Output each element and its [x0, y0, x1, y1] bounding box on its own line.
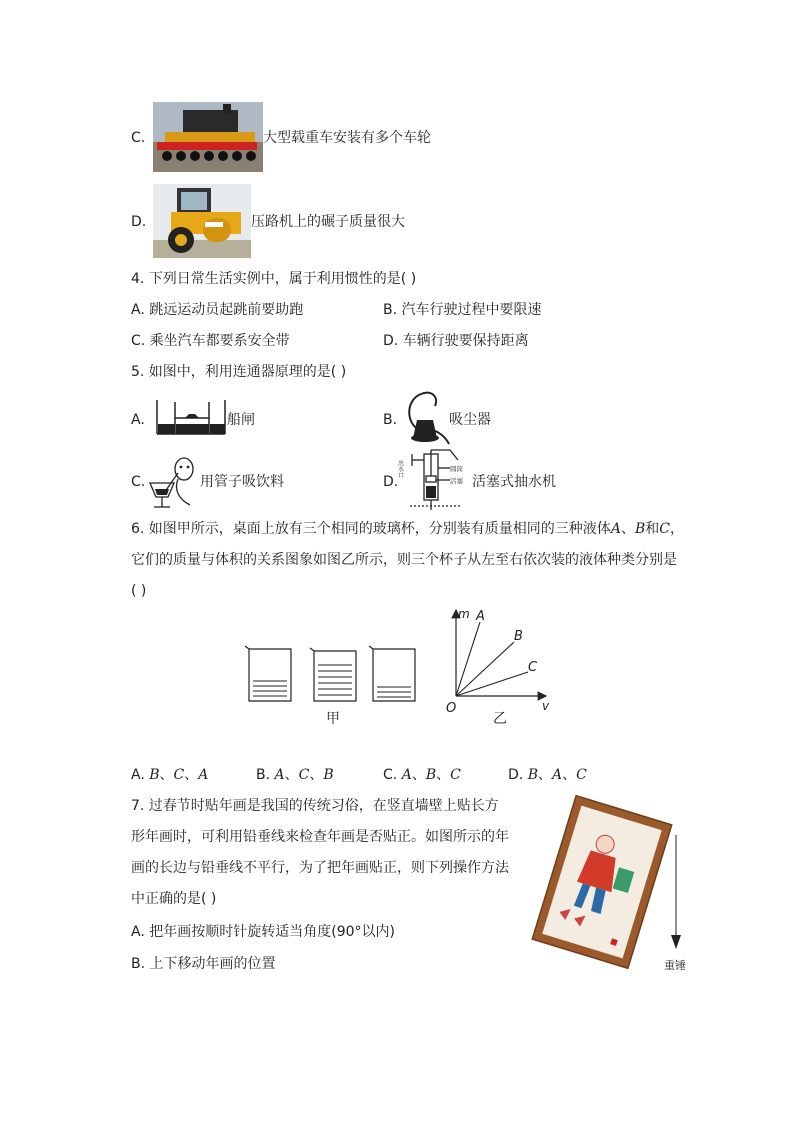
- liquid-a: A: [610, 521, 621, 537]
- plumb-weight-label: 重锤: [664, 959, 686, 972]
- q5-option-d-text: 活塞式抽水机: [472, 474, 556, 490]
- q3-option-d-letter: D.: [131, 214, 147, 230]
- line-c-label: C: [528, 660, 538, 675]
- and-word: 和: [645, 521, 660, 537]
- fig-jia-label: 甲: [326, 711, 340, 727]
- q5-stem: 5. 如图中，利用连通器原理的是( ): [131, 364, 347, 380]
- q3-option-c-letter: C.: [131, 130, 146, 146]
- q6-stem-line2: 它们的质量与体积的关系图象如图乙所示，则三个杯子从左至右依次装的液体种类分别是: [131, 552, 677, 568]
- q5-option-d-letter: D.: [383, 474, 399, 490]
- q4-option-b: B. 汽车行驶过程中要限速: [383, 302, 542, 318]
- q7-option-b: B. 上下移动年画的位置: [131, 956, 276, 972]
- three-glasses-figure: [245, 645, 420, 705]
- q6-option-d: D. B、A、C: [508, 767, 587, 783]
- q5-option-a-letter: A.: [131, 412, 145, 428]
- mass-volume-graph: [440, 602, 560, 717]
- vacuum-cleaner-figure: [403, 390, 453, 446]
- q4-option-d: D. 车辆行驶要保持距离: [383, 333, 529, 349]
- fig-yi-label: 乙: [493, 711, 507, 727]
- q6-option-c: C. A、B、C: [383, 767, 461, 783]
- q5-option-c-text: 用管子吸饮料: [200, 474, 284, 490]
- q7-stem-line3: 画的长边与铅垂线不平行，为了把年画贴正，则下列操作方法: [131, 860, 509, 876]
- q4-stem: 4. 下列日常生活实例中，属于利用惯性的是( ): [131, 271, 417, 287]
- origin-label: O: [446, 701, 457, 716]
- q7-stem-line2: 形年画时，可利用铅垂线来检查年画是否贴正。如图所示的年: [131, 829, 509, 845]
- x-axis-label: v: [542, 699, 550, 713]
- q6-option-b: B. A、C、B: [256, 767, 334, 783]
- heavy-truck-photo: [153, 102, 263, 172]
- pump-outlet-label: 出水口: [396, 460, 404, 478]
- liquid-c: C: [659, 521, 670, 537]
- q4-option-c: C. 乘坐汽车都要系安全带: [131, 333, 290, 349]
- q6-stem-text: 6. 如图甲所示，桌面上放有三个相同的玻璃杯，分别装有质量相同的三种液体: [131, 521, 611, 537]
- q4-option-a: A. 跳远运动员起跳前要助跑: [131, 302, 304, 318]
- q5-option-b-text: 吸尘器: [449, 412, 491, 428]
- road-roller-photo: [153, 184, 251, 258]
- q5-option-c-letter: C.: [131, 474, 146, 490]
- q7-stem-line1: 7. 过春节时贴年画是我国的传统习俗，在竖直墙壁上贴长方: [131, 798, 499, 814]
- new-year-picture-figure: [530, 797, 700, 977]
- q3-option-d-text: 压路机上的碾子质量很大: [251, 214, 405, 230]
- line-a-label: A: [476, 609, 485, 624]
- q5-option-a-text: 船闸: [227, 412, 255, 428]
- q3-option-c-text: 大型载重车安装有多个车轮: [263, 130, 431, 146]
- comma: ，: [669, 521, 684, 537]
- q7-option-a: A. 把年画按顺时针旋转适当角度(90°以内): [131, 924, 395, 940]
- drinking-straw-figure: [148, 455, 200, 511]
- q6-stem-line1: [131, 522, 684, 536]
- pump-piston-label: 活塞: [450, 477, 463, 485]
- line-b-label: B: [514, 629, 523, 644]
- separator: 、: [620, 521, 635, 537]
- q7-stem-line4: 中正确的是( ): [131, 891, 217, 907]
- plumb-weight: [671, 935, 681, 949]
- ship-lock-figure: [155, 398, 227, 438]
- y-axis-label: m: [458, 607, 470, 621]
- piston-pump-figure: [396, 446, 472, 512]
- liquid-b: B: [634, 521, 646, 537]
- q5-option-b-letter: B.: [383, 412, 398, 428]
- line-c: [456, 672, 528, 696]
- q6-stem-line3: ( ): [131, 583, 147, 599]
- q6-option-a: A. B、C、A: [131, 767, 209, 783]
- pump-cylinder-label: 圆筒: [450, 465, 463, 473]
